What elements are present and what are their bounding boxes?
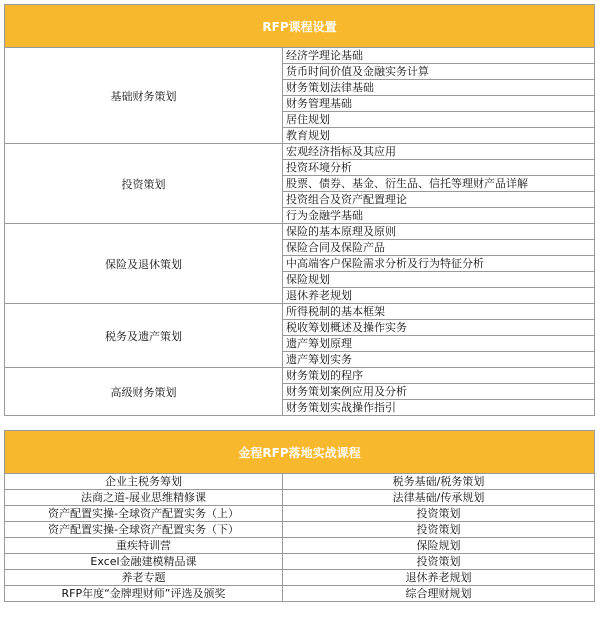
course-item-cell: 保险规划 [283, 272, 595, 288]
course-topic-cell: 投资策划 [283, 554, 595, 570]
course-name-cell: RFP年度“金牌理财师”评选及颁奖 [5, 586, 283, 602]
course-item-cell: 保险的基本原理及原则 [283, 224, 595, 240]
course-item-cell: 经济学理论基础 [283, 48, 595, 64]
course-item-cell: 货币时间价值及金融实务计算 [283, 64, 595, 80]
course-topic-cell: 保险规划 [283, 538, 595, 554]
course-item-cell: 财务策划法律基础 [283, 80, 595, 96]
table-row [5, 304, 595, 320]
course-item-cell: 遗产筹划原理 [283, 336, 595, 352]
practical-course-table-title: 金程RFP落地实战课程 [5, 431, 595, 474]
table-row [5, 368, 595, 384]
course-topic-cell: 投资策划 [283, 506, 595, 522]
course-item-cell: 财务管理基础 [283, 96, 595, 112]
course-topic-cell: 法律基础/传承规划 [283, 490, 595, 506]
course-name-cell: 养老专题 [5, 570, 283, 586]
table-row [5, 224, 595, 240]
course-item-cell: 遗产筹划实务 [283, 352, 595, 368]
category-cell: 投资策划 [5, 144, 283, 224]
table-row [5, 538, 595, 554]
course-topic-cell: 综合理财规划 [283, 586, 595, 602]
course-name-cell: Excel金融建模精品课 [5, 554, 283, 570]
course-item-cell: 财务策划实战操作指引 [283, 400, 595, 416]
course-item-cell: 税收筹划概述及操作实务 [283, 320, 595, 336]
category-cell: 高级财务策划 [5, 368, 283, 416]
course-name-cell: 资产配置实操-全球资产配置实务（下） [5, 522, 283, 538]
course-item-cell: 财务策划的程序 [283, 368, 595, 384]
course-item-cell: 财务策划案例应用及分析 [283, 384, 595, 400]
course-name-cell: 资产配置实操-全球资产配置实务（上） [5, 506, 283, 522]
category-cell: 保险及退休策划 [5, 224, 283, 304]
course-item-cell: 居住规划 [283, 112, 595, 128]
course-topic-cell: 退休养老规划 [283, 570, 595, 586]
course-name-cell: 企业主税务筹划 [5, 474, 283, 490]
rfp-course-table [4, 4, 595, 416]
practical-course-table [4, 430, 595, 602]
course-item-cell: 保险合同及保险产品 [283, 240, 595, 256]
course-name-cell: 重疾特训营 [5, 538, 283, 554]
course-topic-cell: 投资策划 [283, 522, 595, 538]
course-name-cell: 法商之道-展业思维精修课 [5, 490, 283, 506]
category-cell: 税务及遗产策划 [5, 304, 283, 368]
rfp-course-table-title: RFP课程设置 [5, 5, 595, 48]
table-row [5, 570, 595, 586]
course-item-cell: 宏观经济指标及其应用 [283, 144, 595, 160]
category-cell: 基础财务策划 [5, 48, 283, 144]
course-item-cell: 退休养老规划 [283, 288, 595, 304]
table-row [5, 554, 595, 570]
course-item-cell: 投资环境分析 [283, 160, 595, 176]
table-row [5, 48, 595, 64]
course-topic-cell: 税务基础/税务策划 [283, 474, 595, 490]
table-row [5, 490, 595, 506]
table-row [5, 522, 595, 538]
table-row [5, 506, 595, 522]
table-row [5, 474, 595, 490]
table-row [5, 586, 595, 602]
course-item-cell: 行为金融学基础 [283, 208, 595, 224]
course-item-cell: 股票、债券、基金、衍生品、信托等理财产品详解 [283, 176, 595, 192]
course-item-cell: 投资组合及资产配置理论 [283, 192, 595, 208]
table-row [5, 144, 595, 160]
course-item-cell: 中高端客户保险需求分析及行为特征分析 [283, 256, 595, 272]
course-item-cell: 教育规划 [283, 128, 595, 144]
course-item-cell: 所得税制的基本框架 [283, 304, 595, 320]
